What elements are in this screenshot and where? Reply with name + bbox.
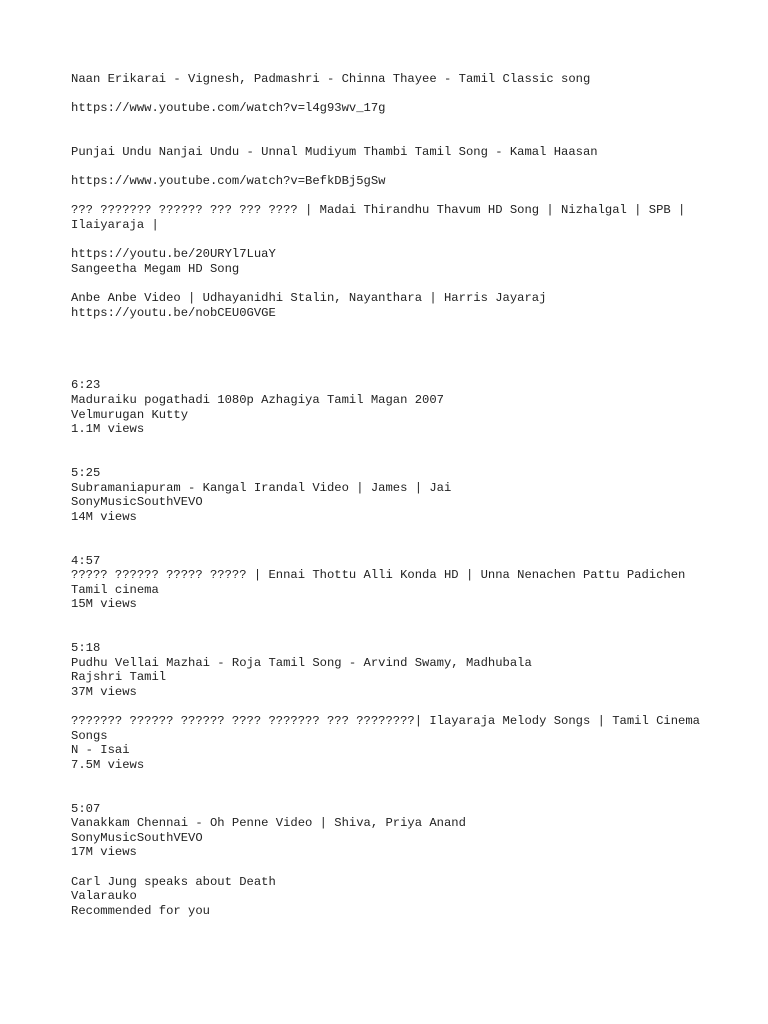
spacer — [71, 276, 711, 291]
video-duration: 5:25 — [71, 466, 101, 481]
spacer — [71, 524, 711, 553]
video-views: 17M views — [71, 845, 137, 860]
video-title[interactable]: ??????? ?????? ?????? ???? ??????? ??? ????????| Ilayaraja Melody Songs | Tamil Cinema Songs — [71, 714, 708, 743]
video-views: 37M views — [71, 684, 137, 699]
video-channel[interactable]: Valarauko — [71, 889, 137, 904]
recommended-label: Recommended for you — [71, 903, 210, 918]
song-title: Anbe Anbe Video | Udhayanidhi Stalin, Nayanthara | Harris Jayaraj — [71, 290, 547, 305]
video-duration: 5:07 — [71, 801, 101, 816]
video-title[interactable]: Carl Jung speaks about Death — [71, 874, 276, 889]
song-title: ??? ??????? ?????? ??? ??? ???? | Madai Thirandhu Thavum HD Song | Nizhalgal | SPB | Ilaiyaraja | — [71, 203, 693, 232]
song-extra-title: Sangeetha Megam HD Song — [71, 261, 240, 276]
video-channel[interactable]: SonyMusicSouthVEVO — [71, 830, 203, 845]
video-title[interactable]: Maduraiku pogathadi 1080p Azhagiya Tamil Magan 2007 — [71, 393, 444, 408]
video-channel[interactable]: SonyMusicSouthVEVO — [71, 495, 203, 510]
spacer — [71, 189, 711, 204]
video-title[interactable]: ????? ?????? ????? ????? | Ennai Thottu Alli Konda HD | Unna Nenachen Pattu Padichen — [71, 568, 686, 583]
song-link[interactable]: https://www.youtube.com/watch?v=BefkDBj5gSw — [71, 174, 386, 189]
video-duration: 4:57 — [71, 553, 101, 568]
video-views: 15M views — [71, 597, 137, 612]
song-link[interactable]: https://youtu.be/20URYl7LuaY — [71, 247, 276, 262]
video-duration: 5:18 — [71, 641, 101, 656]
song-title: Punjai Undu Nanjai Undu - Unnal Mudiyum Thambi Tamil Song - Kamal Haasan — [71, 144, 598, 159]
video-views: 1.1M views — [71, 422, 145, 437]
document-body — [71, 72, 711, 918]
song-link[interactable]: https://youtu.be/nobCEU0GVGE — [71, 305, 276, 320]
spacer — [71, 612, 711, 641]
video-title[interactable]: Vanakkam Chennai - Oh Penne Video | Shiva, Priya Anand — [71, 816, 466, 831]
song-title: Naan Erikarai - Vignesh, Padmashri - Chinna Thayee - Tamil Classic song — [71, 72, 591, 86]
spacer — [71, 700, 711, 715]
spacer — [71, 87, 711, 102]
video-title[interactable]: Subramaniapuram - Kangal Irandal Video | James | Jai — [71, 480, 452, 495]
video-channel[interactable]: Velmurugan Kutty — [71, 407, 189, 422]
spacer — [71, 233, 711, 248]
spacer — [71, 773, 711, 802]
video-channel[interactable]: N - Isai — [71, 743, 130, 758]
spacer — [71, 160, 711, 175]
video-duration: 6:23 — [71, 378, 101, 393]
video-channel[interactable]: Rajshri Tamil — [71, 670, 167, 685]
video-channel[interactable]: Tamil cinema — [71, 582, 159, 597]
spacer — [71, 437, 711, 466]
video-title[interactable]: Pudhu Vellai Mazhai - Roja Tamil Song - Arvind Swamy, Madhubala — [71, 655, 532, 670]
spacer — [71, 320, 711, 378]
video-views: 14M views — [71, 509, 137, 524]
spacer — [71, 116, 711, 145]
spacer — [71, 860, 711, 875]
video-views: 7.5M views — [71, 757, 145, 772]
song-link[interactable]: https://www.youtube.com/watch?v=l4g93wv_17g — [71, 101, 386, 116]
